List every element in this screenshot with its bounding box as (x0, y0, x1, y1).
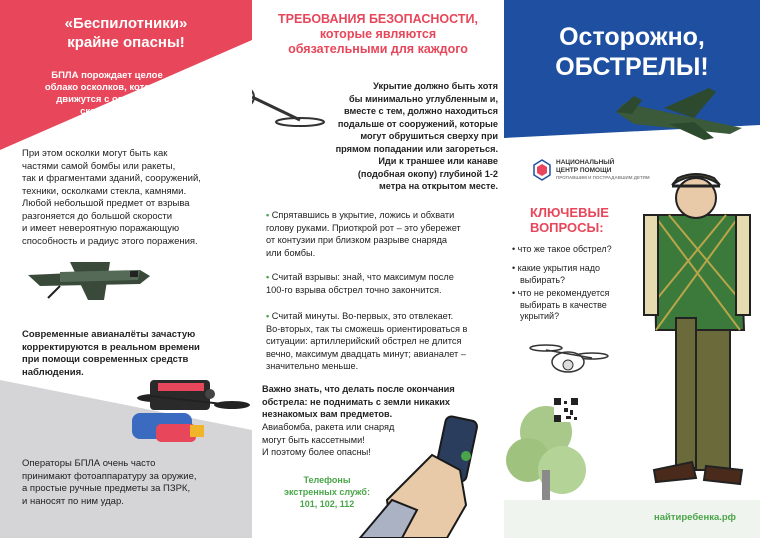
left-title-line-1: «Беспилотники» (64, 15, 188, 32)
qr-code (554, 398, 578, 422)
advice-bullet-1: • Спрятавшись в укрытие, ложись и обхвати голову руками. Приоткрой рот – это убережет от контузии при близком разрыве снаряда или бомбы. (266, 210, 461, 258)
important-warning-details: Авиабомба, ракета или снаряд могут быть кассетными! И поэтому более опасны! (262, 422, 395, 457)
bullet-dot: • (512, 244, 516, 254)
left-intro: БПЛА порождает целое облако осколков, которые движутся с огромной скоростью. (44, 70, 170, 117)
middle-title (252, 12, 504, 57)
left-bold-text: Современные авианалёты зачастую корректируются в реальном времени при помощи современных средств наблюдения. (22, 329, 200, 378)
right-panel (504, 0, 760, 538)
important-warning: Важно знать, что делать после окончания обстрела: не поднимать с земли никаких незнакомых вам предметов. (262, 384, 455, 419)
shelter-text: Укрытие должно быть хотя бы минимально углубленным и, вместе с тем, должно находиться подальше от сооружений, которые могут обрушиться сверху при прямом попадании или загореться. Иди к траншее или канаве (подобная окопу) глубиной 1-2 метра на открытом месте. (335, 81, 498, 191)
middle-title-line-1: ТРЕБОВАНИЯ БЕЗОПАСНОСТИ, (278, 12, 478, 26)
question-1: • что же такое обстрел? (512, 244, 612, 254)
left-body: При этом осколки могут быть как частями самой бомбы или ракеты, так и фрагментами зданий, сооружений, техники, осколками стекла, камнями. Любой небольшой предмет от взрыва разгоняется до большой скорости и имеет невероятную поражающую способность и радиус этого поражения. (22, 148, 201, 247)
key-questions-title: КЛЮЧЕВЫЕ ВОПРОСЫ: (530, 205, 609, 235)
logo-mark (534, 160, 550, 180)
right-main-title (504, 22, 760, 82)
emergency-phone-numbers: 101, 102, 112 (299, 499, 355, 509)
left-title-line-2: крайне опасны! (67, 34, 185, 51)
emergency-phones: Телефоны экстренных служб: 101, 102, 112 (284, 475, 370, 509)
left-bottom-text: Операторы БПЛА очень часто принимают фотоаппаратуру за оружие, а простые ручные предметы за ПЗРК, и наносят по ним удар. (22, 458, 197, 507)
question-3: • что не рекомендуется выбирать в качестве укрытий? (512, 288, 610, 321)
bullet-dot: • (266, 311, 270, 321)
right-title-line-2: ОБСТРЕЛЫ! (555, 53, 709, 81)
advice-bullet-3: • Считай минуты. Во-первых, это отвлекает. Во-вторых, так ты сможешь ориентироваться в ситуации: артиллерийский обстрел не длится вечно, максимум двадцать минут; авианалет – значительно меньше. (266, 311, 468, 371)
organization-logo: НАЦИОНАЛЬНЫЙ ЦЕНТР ПОМОЩИ ПРОПАВШИМ И ПОСТРАДАВШИМ ДЕТЯМ (556, 159, 650, 180)
bullet-dot: • (266, 272, 270, 282)
bullet-dot: • (512, 263, 516, 273)
left-panel (0, 0, 252, 538)
left-title (0, 14, 252, 52)
small-drone-illustration (530, 345, 608, 372)
bullet-dot: • (266, 210, 270, 220)
middle-panel (252, 0, 504, 538)
right-title-line-1: Осторожно, (559, 23, 705, 51)
bullet-dot: • (512, 288, 516, 298)
question-2: • какие укрытия надо выбирать? (512, 263, 600, 285)
long-wing-drone-illustration (28, 262, 150, 300)
middle-title-line-3: обязательными для каждого (288, 42, 468, 56)
middle-title-line-2: которые являются (319, 27, 437, 41)
white-drone-illustration (252, 80, 324, 126)
website-link[interactable]: найтиребенка.рф (654, 512, 736, 523)
man-character-illustration (644, 174, 750, 484)
advice-bullet-2: • Считай взрывы: знай, что максимум после 100-го взрыва обстрел точно закончится. (266, 272, 454, 295)
